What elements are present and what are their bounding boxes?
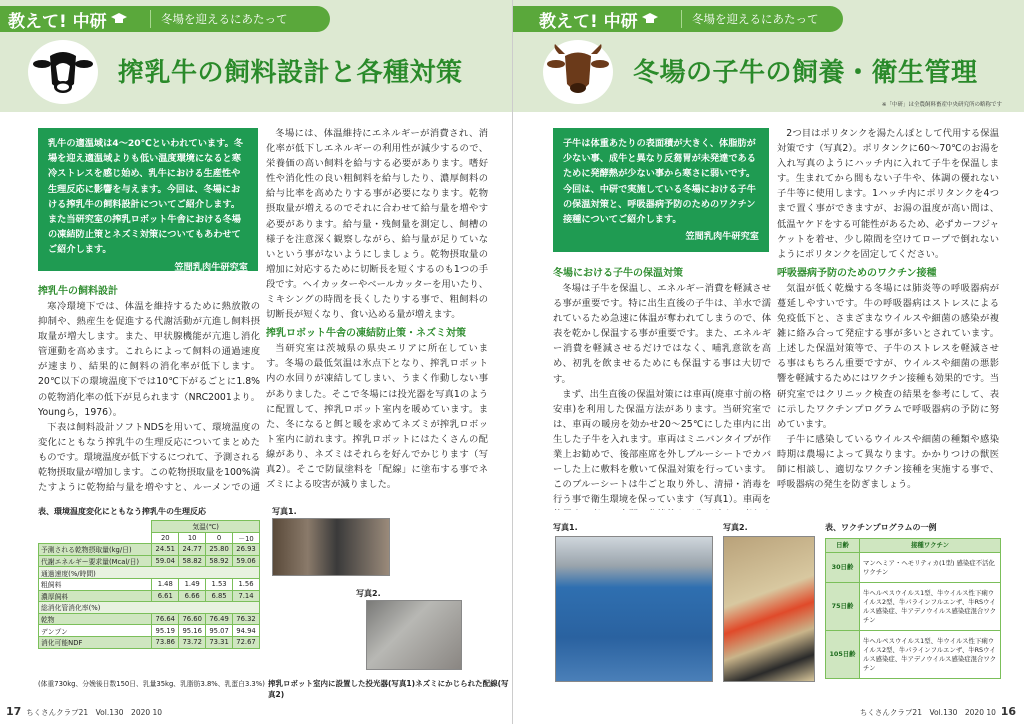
row-label: 粗飼料	[39, 578, 152, 590]
dairy-cow-icon	[28, 40, 98, 104]
page-footer	[860, 705, 1016, 718]
calf-head-icon	[543, 40, 613, 104]
cell: 1.56	[233, 578, 260, 590]
vaccine-name: 牛ヘルペスウイルス1型、牛ウイルス性下痢ウイルス2型、牛パラインフルエンザ、牛RSウイルス感染症、牛アデノウイルス感染症混合ワクチン	[860, 631, 1001, 679]
paragraph: 寒冷環境下では、体温を維持するために熱放散の抑制や、熱産生を促進する代謝活動が亢進し飼料摂取量が増大します。また、甲状腺機能が亢進し消化管運動を高めます。これらによって飼料の通過速度が速まり、結果的に飼料の消化率が低下します。20℃以下の環境温度下では10℃下がるごとに1.8%の乾物消化率の低下が見られます（NRC2001より。Youngら，1976）。	[38, 301, 260, 418]
cell: 58.82	[179, 555, 206, 567]
lead-text: 子牛は体重あたりの表面積が大きく、体脂肪が少ない事、成牛と異なり反芻胃が未発達であるために発酵熱が少ない事から寒さに弱いです。今回は、中研で実施している冬場における子牛の保温対策と、呼吸器病予防のためのワクチン接種についてご紹介します。	[563, 138, 756, 226]
vaccine-name: 牛ヘルペスウイルス1型、牛ウイルス性下痢ウイルス2型、牛パラインフルエンザ、牛RSウイルス感染症、牛アデノウイルス感染症混合ワクチン	[860, 583, 1001, 631]
cell: 26.93	[233, 544, 260, 556]
series-tag-bar	[0, 6, 330, 32]
row-label: デンプン	[39, 625, 152, 637]
cell: 6.85	[206, 590, 233, 602]
graduation-cap-icon	[642, 12, 658, 26]
right-page	[512, 0, 1024, 724]
photo2-label: 写真2.	[356, 589, 381, 598]
series-subtitle: 冬場を迎えるにあたって	[150, 10, 288, 28]
page-number: 16	[1000, 705, 1016, 718]
cell: 73.86	[152, 636, 179, 648]
vaccine-table	[825, 538, 1001, 679]
beef-cattle-emblem	[543, 40, 613, 104]
lead-box	[38, 128, 258, 271]
cell: 58.92	[206, 555, 233, 567]
cell: 95.07	[206, 625, 233, 637]
cell: 25.80	[206, 544, 233, 556]
magazine-info: ちくさんクラブ21 Vol.130 2020 10	[26, 708, 163, 717]
graduation-cap-icon	[111, 12, 127, 26]
photo-caption: 搾乳ロボット室内に設置した投光器(写真1)ネズミにかじられた配線(写真2)	[268, 679, 509, 699]
vaccine-name: マンヘミア・ヘモリティカ(1型) 感染症不活化ワクチン	[860, 553, 1001, 583]
right-column-1	[553, 262, 771, 510]
section-heading: 搾乳ロボット牛舎の凍結防止策・ネズミ対策	[266, 328, 466, 340]
cell: 76.60	[179, 613, 206, 625]
page-number: 17	[6, 705, 22, 718]
article-title: 冬場の子牛の飼養・衛生管理	[633, 58, 978, 88]
cell: 1.48	[152, 578, 179, 590]
cell: 1.49	[179, 578, 206, 590]
lead-text: 乳牛の適温域は4～20℃といわれています。冬場を迎え適温域よりも低い温度環境になると寒冷ストレスを感じ始め、乳牛における生産性や生理反応に影響を与えます。今回は、冬場における搾乳牛の飼料設計についてご紹介します。また当研究室の搾乳ロボット牛舎における冬場の凍結防止策とネズミ対策についてもあわせてご紹介します。	[48, 138, 243, 256]
vaccine-day: 105日齢	[826, 631, 860, 679]
article-title: 搾乳牛の飼料設計と各種対策	[118, 58, 463, 88]
cell: 6.66	[179, 590, 206, 602]
series-tag-bar	[513, 6, 843, 32]
cell: 24.51	[152, 544, 179, 556]
cell: 1.53	[206, 578, 233, 590]
cell: 73.31	[206, 636, 233, 648]
section-heading: 搾乳牛の飼料設計	[38, 286, 118, 297]
cell: 24.77	[179, 544, 206, 556]
cell: 76.32	[233, 613, 260, 625]
cell: 73.72	[179, 636, 206, 648]
right-column-2	[777, 126, 999, 508]
cell: 95.19	[152, 625, 179, 637]
lead-box	[553, 128, 769, 252]
temp-col: 20	[152, 532, 179, 544]
section-heading: 冬場における子牛の保温対策	[553, 268, 683, 279]
minivan-bluesheet-photo	[555, 536, 713, 682]
vaccine-day: 30日齢	[826, 553, 860, 583]
cell: 72.67	[233, 636, 260, 648]
cell: 95.16	[179, 625, 206, 637]
cell: 6.61	[152, 590, 179, 602]
series-tag: 教えて! 中研	[8, 11, 107, 32]
robot-room-floodlight-photo	[272, 518, 390, 576]
paragraph: 子牛に感染しているウイルスや細菌の種類や感染時期は農場によって異なります。かかりつけの獣医師に相談し、適切なワクチン接種を実施する事で、呼吸器病の発生を防ぎましょう。	[777, 433, 999, 491]
row-label: 消化可能NDF	[39, 636, 152, 648]
row-label: 予測される乾物摂取量(kg/日)	[39, 544, 152, 556]
table-footnote: (体重730kg、分娩後日数150日、乳量35kg、乳脂肪3.8%、乳蛋白3.3%)	[38, 680, 265, 688]
col-header: 接種ワクチン	[860, 539, 1001, 553]
cell: 76.64	[152, 613, 179, 625]
series-subtitle: 冬場を迎えるにあたって	[681, 10, 819, 28]
row-label: 代謝エネルギー要求量(Mcal/日)	[39, 555, 152, 567]
lead-author: 笠間乳肉牛研究室	[685, 231, 759, 243]
paragraph: 冬場は子牛を保温し、エネルギー消費を軽減させる事が重要です。特に出生直後の子牛は、羊水で濡れているため急速に体温が奪われてしまうので、体表を乾かし保温する事が重要です。また、エネルギー消費を軽減させるだけではなく、哺乳意欲を高め、初乳を飲ませるためにも保温する事は大切です。	[553, 283, 771, 385]
row-label: 濃厚飼料	[39, 590, 152, 602]
cell: 59.06	[233, 555, 260, 567]
table-title: 表、環境温度変化にともなう搾乳牛の生理反応	[38, 507, 206, 516]
left-column-2	[266, 126, 488, 496]
temp-col: 0	[206, 532, 233, 544]
vaccine-day: 75日齢	[826, 583, 860, 631]
page-footer	[6, 705, 162, 718]
photo1-label: 写真1.	[272, 507, 297, 516]
paragraph: 冬場には、体温維持にエネルギーが消費され、消化率が低下しエネルギーの利用性が減少するので、栄養価の高い飼料を給与する必要があります。嗜好性や消化性の良い粗飼料を給与したり、濃厚飼料の給与比率を高めたりする事が必要になります。乾物摂取量が増えるのでそれに合わせて給与量を増やす必要があります。給与量・残飼量を測定し、飼槽の様子を注意深く観察しながら、給与量が足りていないという事がないようにしましょう。乾物摂取量の増加に対応するために切断長を短くするのも1つの手段です。ヘイカッターやベールカッターを用いたり、ミキシングの時間を長くしたりする事で、粗飼料の切断長が短くなり、食い込める量が増えます。	[266, 128, 488, 321]
cell: 59.04	[152, 555, 179, 567]
series-tag: 教えて! 中研	[539, 11, 638, 32]
paragraph: 気温が低く乾燥する冬場には肺炎等の呼吸器病が蔓延しやすいです。牛の呼吸器病はストレスによる免疫低下と、さまざまなウイルスや細菌の感染が複雑に絡み合って発症する事が多いとされています。上述した保温対策等で、子牛のストレスを軽減させる事はもちろん重要ですが、ウイルスや細菌の悪影響を軽減するためにはワクチン接種も効果的です。当研究室ではクリニック検査の結果を参考にして、表に示したワクチンプログラムで呼吸器病の予防に努めています。	[777, 282, 999, 430]
paragraph: 当研究室は茨城県の県央エリアに所在しています。冬場の最低気温は氷点下となり、搾乳ロボット内の水回りが凍結してしまい、うまく作動しない事がありました。そこで冬場には投光器を写真1のように配置して、搾乳ロボット室内を暖めています。また、冬になると餌と暖を求めてネズミが搾乳ロボット室内に訪れます。搾乳ロボットにはたくさんの配線があり、ネズミはそれらを好んでかじります（写真2）。そこで防鼠塗料を「配線」に塗布する事でネズミによる咬害が減りました。	[266, 343, 488, 491]
physiology-table	[38, 520, 260, 649]
vaccine-table-title: 表、ワクチンプログラムの一例	[825, 523, 937, 532]
col-header: 日齢	[826, 539, 860, 553]
paragraph: まず、出生直後の保温対策には車両(廃車寸前の格安車)を利用した保温方法があります。当研究室では、車両の暖房を効かせ20～25℃にした車内に出生した子牛を入れます。車両はミニバンタイプが作業上お勧めで、後部座席を外しブルーシートでカバーした上に敷料を敷いて保温対策を行っています。このブルーシートは牛ごと取り外し、清掃・消毒を行う事で衛生環境を保っています（写真1）。車両を	[553, 388, 771, 506]
temp-col: 10	[179, 532, 206, 544]
cell: 7.14	[233, 590, 260, 602]
chewed-wire-photo	[366, 600, 462, 670]
row-label: 乾物	[39, 613, 152, 625]
temp-header: 気温(℃)	[152, 521, 260, 533]
photo2-label: 写真2.	[723, 523, 748, 532]
cell: 76.49	[206, 613, 233, 625]
dairy-cow-emblem	[28, 40, 98, 104]
lead-author: 笠間乳肉牛研究室	[174, 261, 248, 273]
table-section: 総消化管消化率(%)	[39, 602, 260, 614]
magazine-info: ちくさんクラブ21 Vol.130 2020 10	[859, 708, 996, 717]
footnote-mark: ※「中研」は全農飼料畜産中央研究所の略称です	[881, 102, 1002, 108]
calf-hutch-tank-photo	[723, 536, 815, 682]
paragraph: 2つ目はポリタンクを湯たんぽとして代用する保温対策です（写真2）。ポリタンクに60～70℃のお湯を入れ写真のようにハッチ内に入れて子牛を保温します。生まれてから間もない子牛や、体調の優れない子牛等に使用します。1ハッチ内にポリタンクを4つまで置く事ができますが、お湯の温度が高い間は、低温ヤケドをする可能性があるため、必ずカーフジャケットを着せ、少し隙間を空けてロープで倒れないようにポリタンクを固定してください。	[777, 128, 999, 260]
left-column-1	[38, 280, 260, 493]
table-section: 通過速度(%/時間)	[39, 567, 260, 579]
temp-col: －10	[233, 532, 260, 544]
cell: 94.94	[233, 625, 260, 637]
section-heading: 呼吸器病予防のためのワクチン接種	[777, 267, 937, 279]
paragraph: 下表は飼料設計ソフトNDSを用いて、環境温度の変化にともなう搾乳牛の生理反応についてまとめたものです。環境温度が低下するにつれて、予測される乾物摂取量が増加します。この乾物摂取量を100%満たすように乾物給与量を増やすと、ルーメンでの通	[38, 421, 260, 493]
photo1-label: 写真1.	[553, 523, 578, 532]
